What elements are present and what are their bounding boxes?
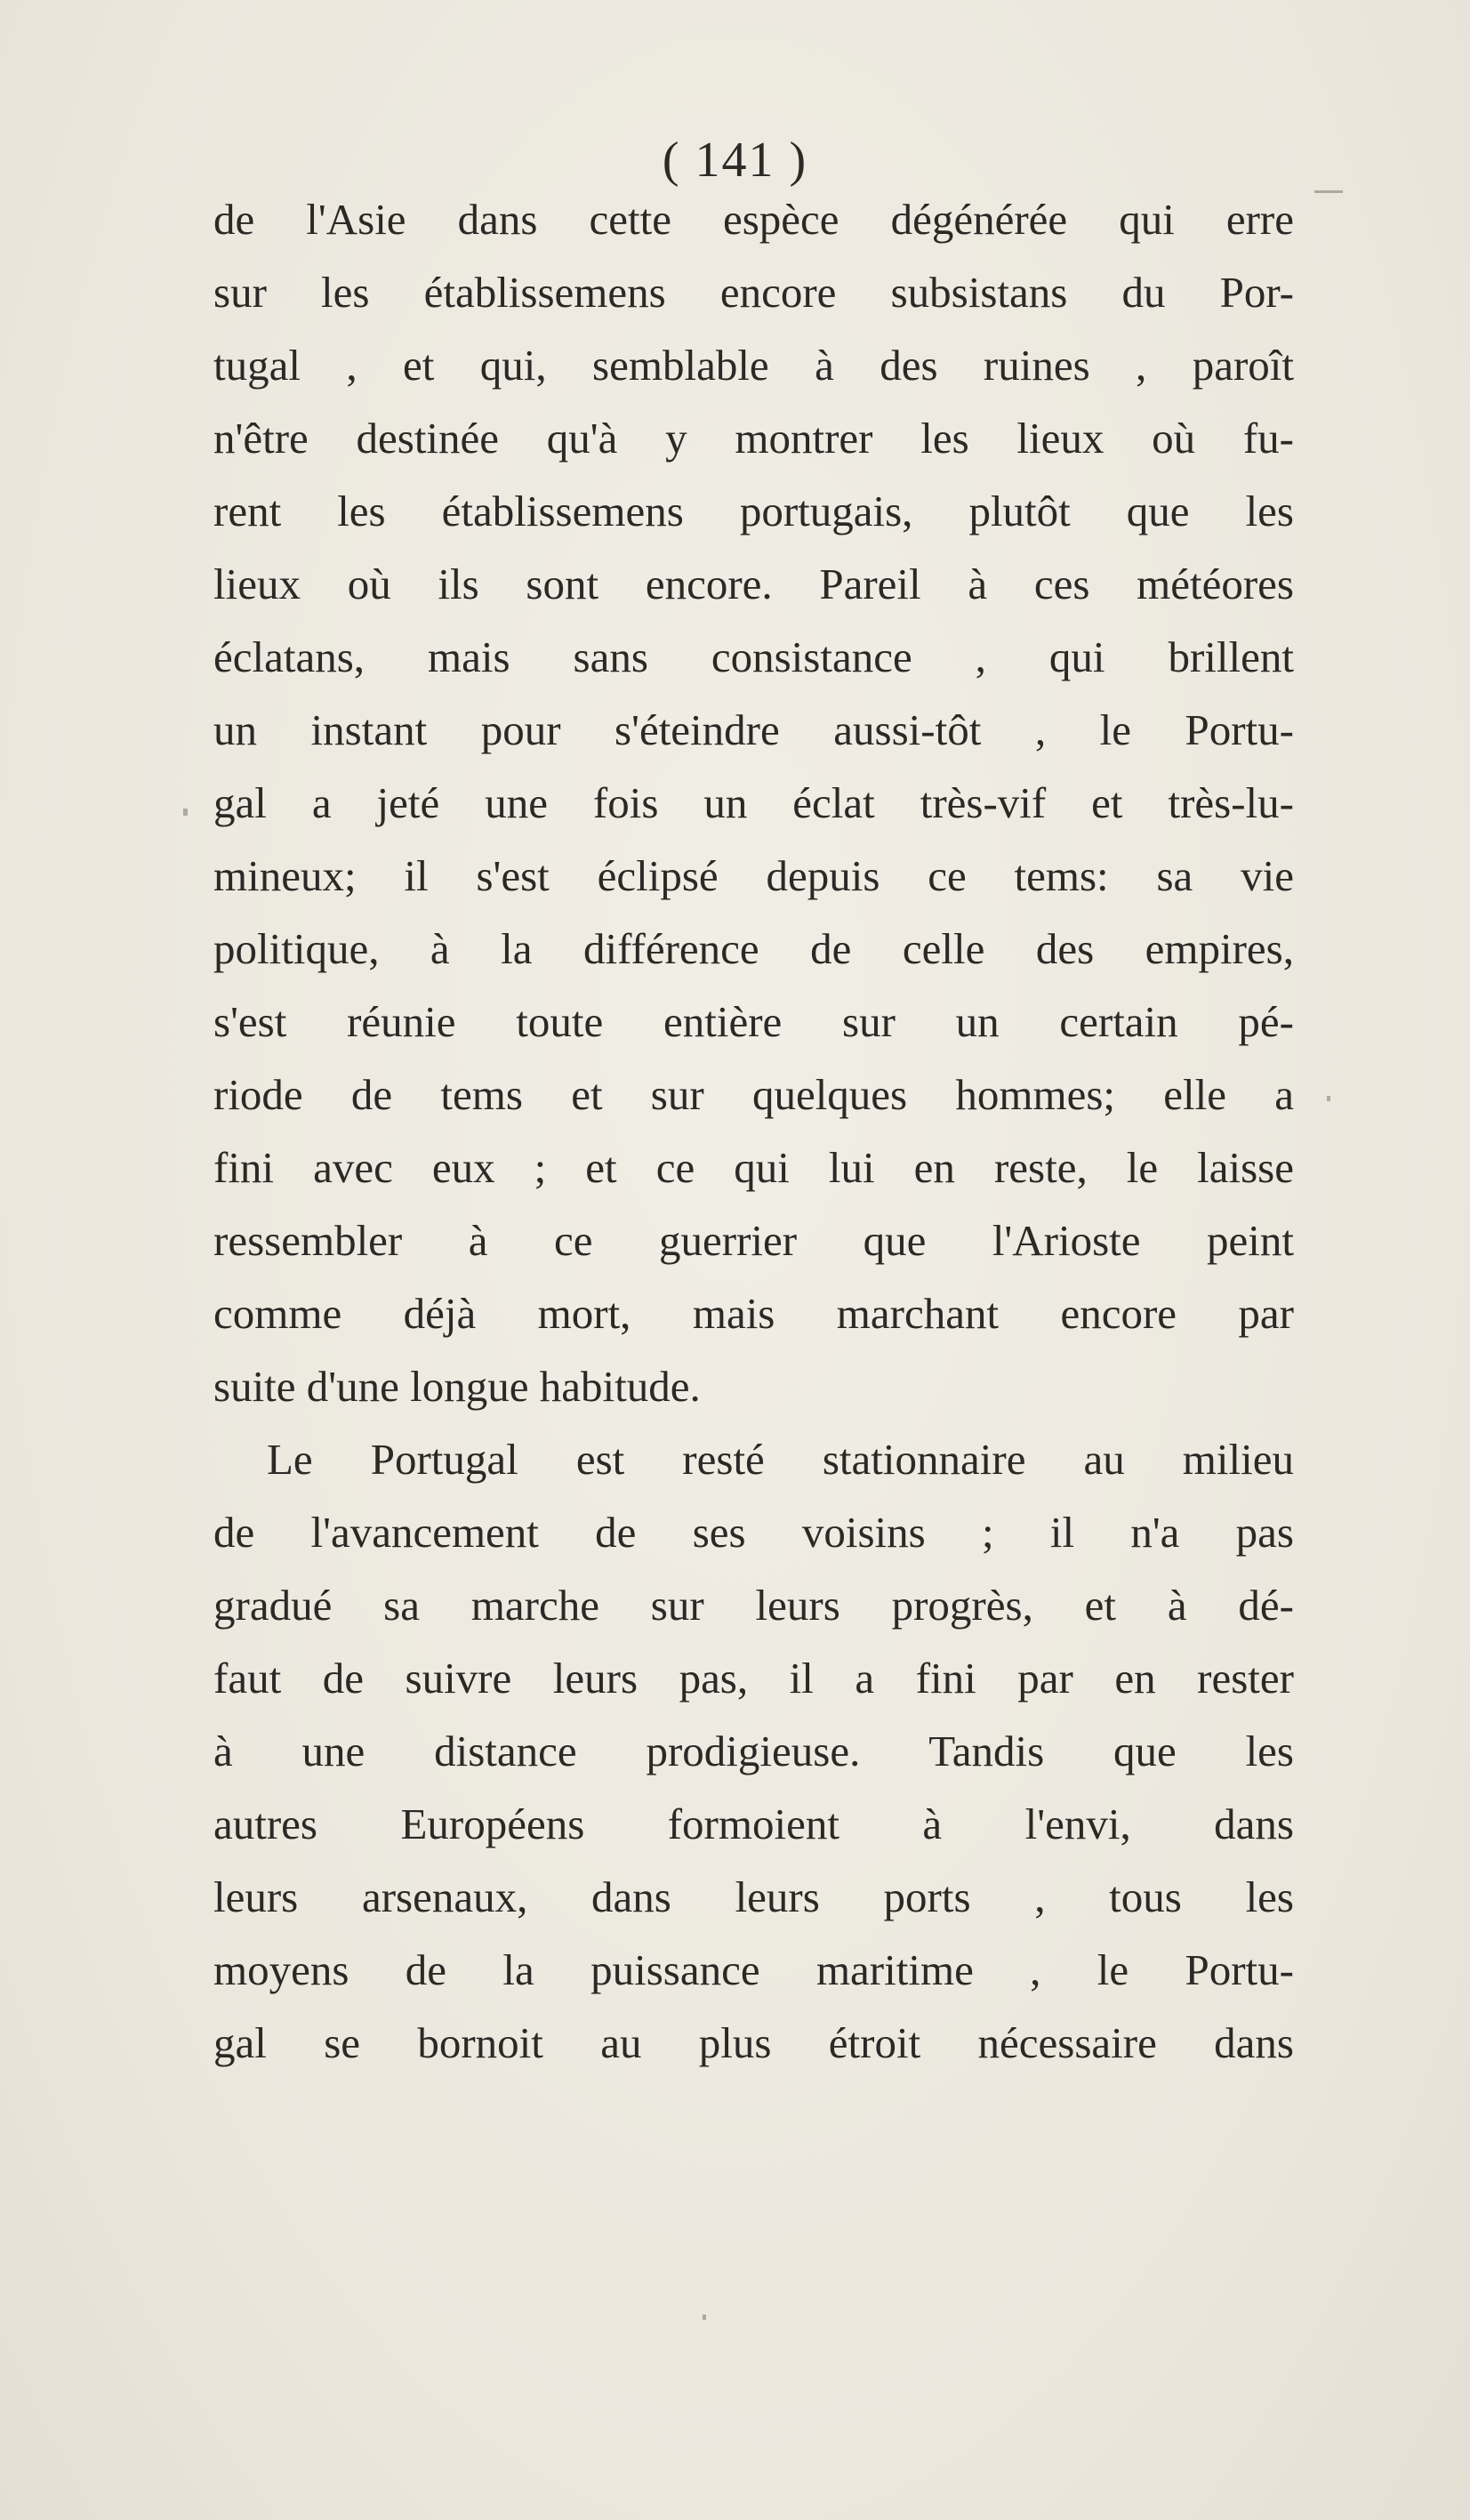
- text-line: à une distance prodigieuse. Tandis que les: [213, 1727, 1294, 1775]
- text-line: de l'Asie dans cette espèce dégénérée qui erre: [213, 195, 1294, 244]
- text-line: comme déjà mort, mais marchant encore par: [213, 1289, 1294, 1338]
- body-text: [213, 183, 1294, 2080]
- text-line: n'être destinée qu'à y montrer les lieux où fu-: [213, 414, 1294, 463]
- text-line: faut de suivre leurs pas, il a fini par en rester: [213, 1654, 1294, 1703]
- text-line: de l'avancement de ses voisins ; il n'a pas: [213, 1508, 1294, 1557]
- text-line: autres Européens formoient à l'envi, dans: [213, 1799, 1294, 1848]
- text-line: leurs arsenaux, dans leurs ports , tous les: [213, 1872, 1294, 1921]
- text-line: tugal , et qui, semblable à des ruines , paroît: [213, 341, 1294, 390]
- text-line: rent les établissemens portugais, plutôt que les: [213, 487, 1294, 535]
- text-line: riode de tems et sur quelques hommes; elle a: [213, 1070, 1294, 1119]
- text-line: politique, à la différence de celle des empires,: [213, 924, 1294, 973]
- page-number: ( 141 ): [662, 133, 808, 188]
- text-line: éclatans, mais sans consistance , qui brillent: [213, 632, 1294, 681]
- text-line: mineux; il s'est éclipsé depuis ce tems: sa vie: [213, 851, 1294, 900]
- text-line: fini avec eux ; et ce qui lui en reste, le laisse: [213, 1143, 1294, 1192]
- paper-blemish: [703, 2315, 706, 2320]
- text-line: gal se bornoit au plus étroit nécessaire dans: [213, 2018, 1294, 2067]
- text-line: ressembler à ce guerrier que l'Arioste peint: [213, 1216, 1294, 1265]
- paragraph-end-line: suite d'une longue habitude.: [213, 1362, 701, 1411]
- text-line: gradué sa marche sur leurs progrès, et à dé-: [213, 1581, 1294, 1630]
- text-line: lieux où ils sont encore. Pareil à ces météores: [213, 560, 1294, 608]
- text-line: gal a jeté une fois un éclat très-vif et très-lu-: [213, 778, 1294, 827]
- paragraph-start-line: Le Portugal est resté stationnaire au milieu: [267, 1435, 1294, 1484]
- text-line: un instant pour s'éteindre aussi-tôt , le Portu-: [213, 705, 1294, 754]
- paper-blemish: [1314, 190, 1343, 193]
- paper-blemish: [1327, 1096, 1330, 1101]
- text-line: moyens de la puissance maritime , le Portu-: [213, 1945, 1294, 1994]
- text-line: sur les établissemens encore subsistans du Por-: [213, 268, 1294, 317]
- text-line: s'est réunie toute entière sur un certain pé-: [213, 997, 1294, 1046]
- paper-blemish: [183, 809, 188, 816]
